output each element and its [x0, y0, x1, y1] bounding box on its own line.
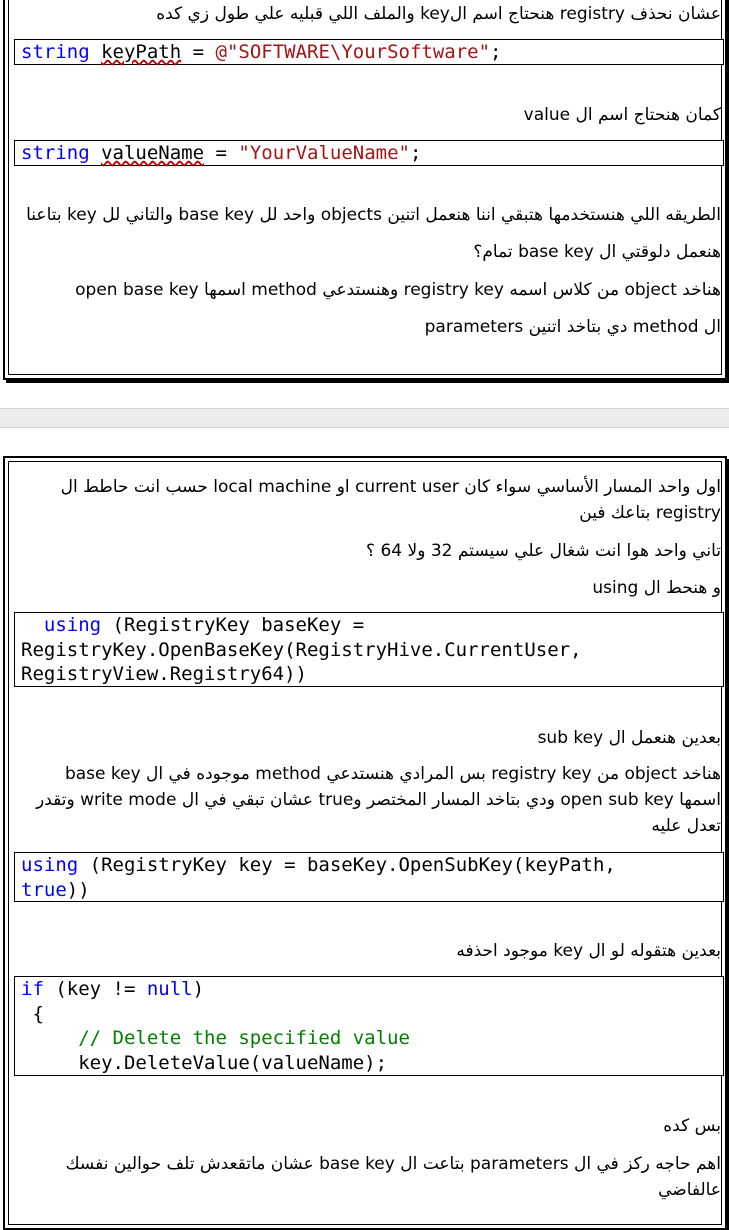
- paragraph-registry-delete-intro: عشان نحذف registry هنحتاج اسم الkey والملف اللي قبليه علي طول زي كده: [156, 4, 721, 24]
- code-string: @"SOFTWARE\YourSoftware": [215, 41, 491, 63]
- code-line: (RegistryKey key = baseKey.OpenSubKey(keyPath,: [78, 854, 616, 876]
- code-keyword: using: [21, 854, 79, 876]
- code-keyword: null: [146, 978, 193, 1000]
- code-operator: =: [181, 41, 216, 63]
- code-block-open-base-key: [14, 612, 724, 687]
- code-terminator: ;: [409, 142, 422, 164]
- code-operator: =: [204, 142, 239, 164]
- code-keyword: true: [21, 878, 67, 901]
- code-comment: // Delete the specified value: [78, 1027, 410, 1049]
- code-block-delete-value: [14, 976, 724, 1076]
- paragraph-open-sub-key: هناخد object من registry key بس المرادي هنستدعي method موجوده في ال base key اسمها open sub key ودي بتاخد المسار المختصر وtrue عشان تبقي في ال write mode وتقدر تعدل عليه: [36, 764, 721, 836]
- code-line: RegistryKey.OpenBaseKey(RegistryHive.CurrentUser,: [21, 638, 582, 661]
- paragraph-method-overview: الطريقه اللي هنستخدمها هتبقي اننا هنعمل اتنين objects واحد لل base key والتاني لل key بتاعنا: [26, 205, 721, 225]
- document-page-1: [3, 0, 727, 380]
- code-brace: {: [32, 1002, 44, 1025]
- code-call: key.DeleteValue(valueName);: [78, 1051, 388, 1074]
- code-line: RegistryView.Registry64)): [21, 663, 307, 685]
- paragraph-delete-if-exists: بعدين هتقوله لو ال key موجود احذفه: [456, 941, 721, 961]
- document-page-2: [3, 456, 727, 1230]
- code-variable: keyPath: [101, 41, 182, 63]
- code-keyword: string: [21, 142, 90, 164]
- paragraph-that-is-it: بس كده: [663, 1116, 721, 1136]
- code-terminator: ;: [490, 41, 502, 63]
- paragraph-using: و هنحط ال using: [592, 578, 721, 598]
- paragraph-sub-key: بعدين هنعمل ال sub key: [537, 728, 721, 748]
- code-string: "YourValueName": [238, 142, 410, 164]
- code-keyword: using: [43, 614, 102, 636]
- paragraph-important-note: اهم حاجه ركز في ال parameters بتاعت ال base key عشان ماتقعدش تلف حوالين نفسك عالفاضي: [65, 1154, 721, 1200]
- code-block-keypath: [14, 39, 724, 65]
- page-gap: [0, 408, 729, 428]
- code-line: (RegistryKey baseKey =: [101, 614, 365, 636]
- code-block-valuename: [14, 140, 724, 166]
- code-keyword: if: [21, 978, 44, 1000]
- code-keyword: string: [21, 41, 90, 63]
- paragraph-base-key-start: هنعمل دلوقتي ال base key تمام؟: [473, 242, 721, 262]
- paragraph-first-parameter: اول واحد المسار الأساسي سواء كان current user او local machine حسب انت حاطط ال registry بتاعك فين: [60, 477, 721, 523]
- code-paren: ): [192, 978, 205, 1000]
- code-condition: (key !=: [43, 978, 147, 1000]
- paragraph-open-base-key: هناخد object من كلاس اسمه registry key وهنستدعي method اسمها open base key: [75, 280, 721, 300]
- code-block-open-sub-key: [14, 852, 724, 902]
- code-variable: valueName: [101, 142, 205, 164]
- paragraph-value-name-intro: كمان هنحتاج اسم ال value: [523, 105, 721, 125]
- paragraph-second-parameter: تاني واحد هوا انت شغال علي سيستم 32 ولا 64 ؟: [366, 541, 721, 561]
- code-line: )): [66, 878, 90, 901]
- paragraph-parameters: ال method دي بتاخد اتنين parameters: [424, 317, 721, 337]
